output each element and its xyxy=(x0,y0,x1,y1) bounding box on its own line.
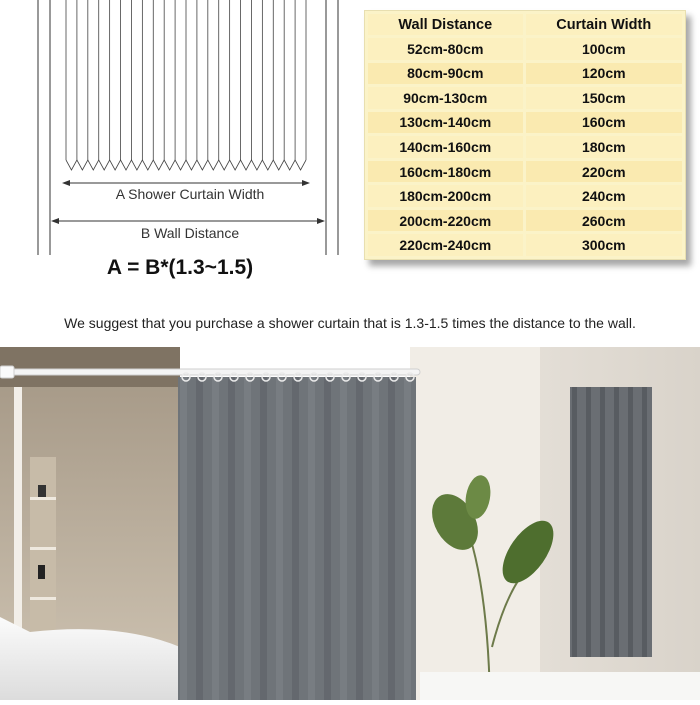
size-formula: A = B*(1.3~1.5) xyxy=(106,256,254,279)
wall-distance-cell: 52cm-80cm xyxy=(368,38,523,60)
table-row xyxy=(368,234,682,256)
header-wall-distance: Wall Distance xyxy=(368,14,523,35)
wall-distance-cell: 200cm-220cm xyxy=(368,210,523,232)
curtain-width-cell: 300cm xyxy=(526,234,682,256)
bathroom-scene xyxy=(0,347,700,700)
curtain-width-cell: 240cm xyxy=(526,185,682,207)
wall-distance-cell: 130cm-140cm xyxy=(368,112,523,134)
wall-distance-arrow xyxy=(51,218,325,224)
curtain-folds xyxy=(66,0,306,170)
right-wall xyxy=(326,0,338,255)
table-row xyxy=(368,112,682,134)
wall-distance-cell: 140cm-160cm xyxy=(368,136,523,158)
curtain-diagram xyxy=(0,0,360,300)
header-curtain-width: Curtain Width xyxy=(526,14,682,35)
wall-distance-cell: 80cm-90cm xyxy=(368,63,523,85)
rod-end-cap xyxy=(0,366,14,378)
wall-distance-label: B Wall Distance xyxy=(140,225,240,241)
table-row xyxy=(368,38,682,60)
ceiling-shadow xyxy=(0,347,180,387)
curtain-width-label: A Shower Curtain Width xyxy=(115,186,265,202)
curtain-width-cell: 260cm xyxy=(526,210,682,232)
wall-distance-cell: 160cm-180cm xyxy=(368,161,523,183)
tension-rod xyxy=(0,369,420,375)
table-row xyxy=(368,210,682,232)
table-row xyxy=(368,185,682,207)
table-row xyxy=(368,161,682,183)
curtain-width-cell: 220cm xyxy=(526,161,682,183)
table-row xyxy=(368,87,682,109)
wall-distance-cell: 220cm-240cm xyxy=(368,234,523,256)
table-row xyxy=(368,136,682,158)
size-table-grid xyxy=(365,11,685,259)
curtain-width-cell: 160cm xyxy=(526,112,682,134)
purchase-suggestion: We suggest that you purchase a shower curtain that is 1.3-1.5 times the distance to the wall. xyxy=(64,315,636,331)
curtain-pleats xyxy=(180,377,411,700)
curtain-width-cell: 120cm xyxy=(526,63,682,85)
wall-distance-cell: 180cm-200cm xyxy=(368,185,523,207)
curtain-drawing xyxy=(0,0,360,300)
mirror-panel xyxy=(570,387,652,657)
size-chart-table xyxy=(364,10,686,260)
curtain-width-cell: 180cm xyxy=(526,136,682,158)
sink-counter xyxy=(420,672,700,700)
curtain-width-cell: 100cm xyxy=(526,38,682,60)
wall-distance-cell: 90cm-130cm xyxy=(368,87,523,109)
curtain-width-cell: 150cm xyxy=(526,87,682,109)
table-header-row xyxy=(368,14,682,35)
left-wall xyxy=(38,0,50,255)
bathroom-photo xyxy=(0,347,700,700)
table-row xyxy=(368,63,682,85)
